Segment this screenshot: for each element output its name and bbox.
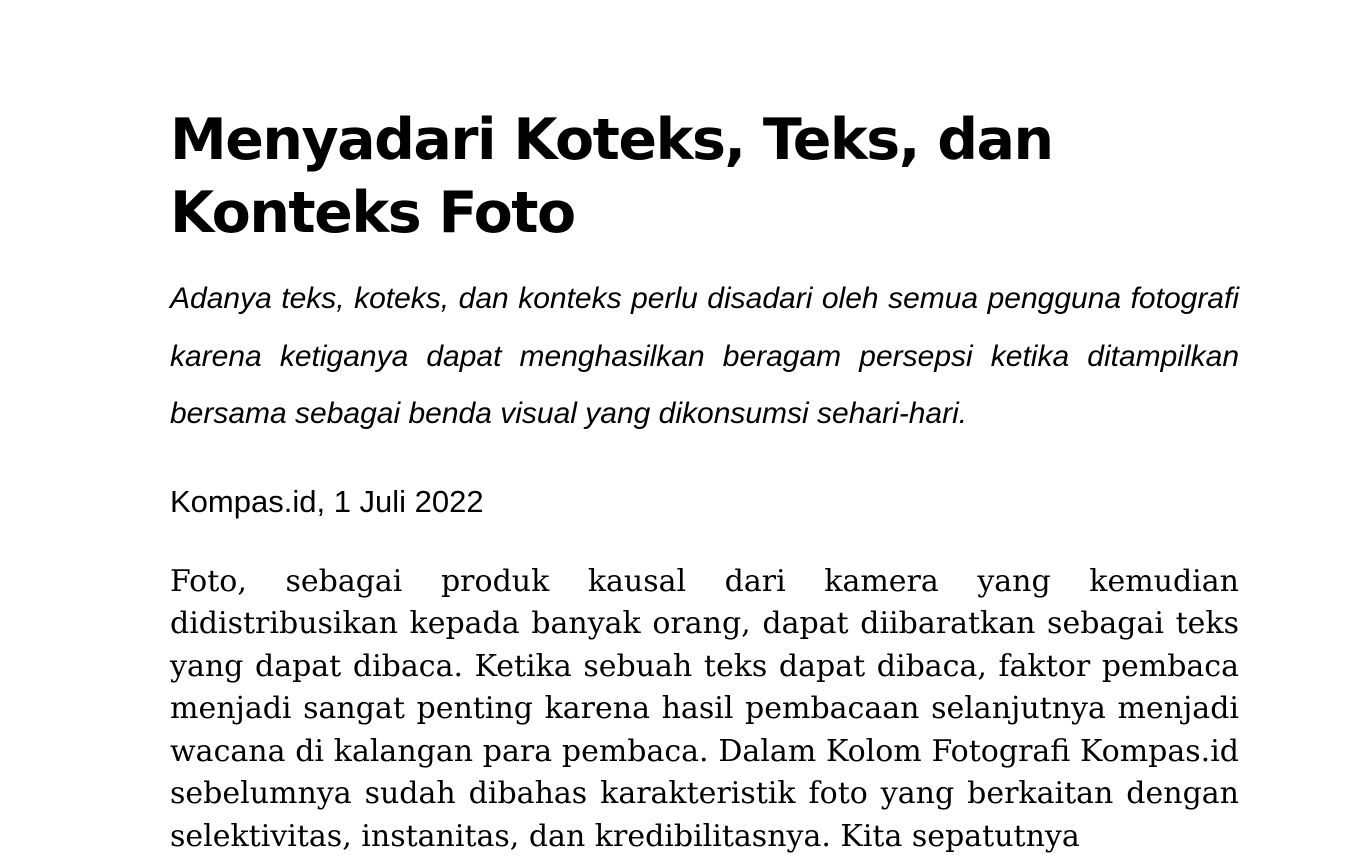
article-subtitle: Adanya teks, koteks, dan konteks perlu disadari oleh semua pengguna fotografi karena ketiganya dapat menghasilkan beragam persepsi ketika ditampilkan bersama sebagai benda visual yang dikonsumsi sehari-hari. [170, 282, 1239, 430]
source-line: Kompas.id, 1 Juli 2022 [170, 483, 484, 519]
article-title: Menyadari Koteks, Teks, dan Konteks Foto [170, 107, 1053, 246]
article [170, 104, 1239, 858]
article-body: Foto, sebagai produk kausal dari kamera yang kemudian didistribusikan kepada banyak orang, dapat diibaratkan sebagai teks yang dapat dibaca. Ketika sebuah teks dapat dibaca, faktor pembaca menjadi sangat penting karena hasil pembacaan selanjutnya menjadi wacana di kalangan para pembaca. Dalam Kolom Fotografi Kompas.id sebelumnya sudah dibahas karakteristik foto yang berkaitan dengan selektivitas, instanitas, dan kredibilitasnya. Kita sepatutnya [170, 563, 1239, 854]
